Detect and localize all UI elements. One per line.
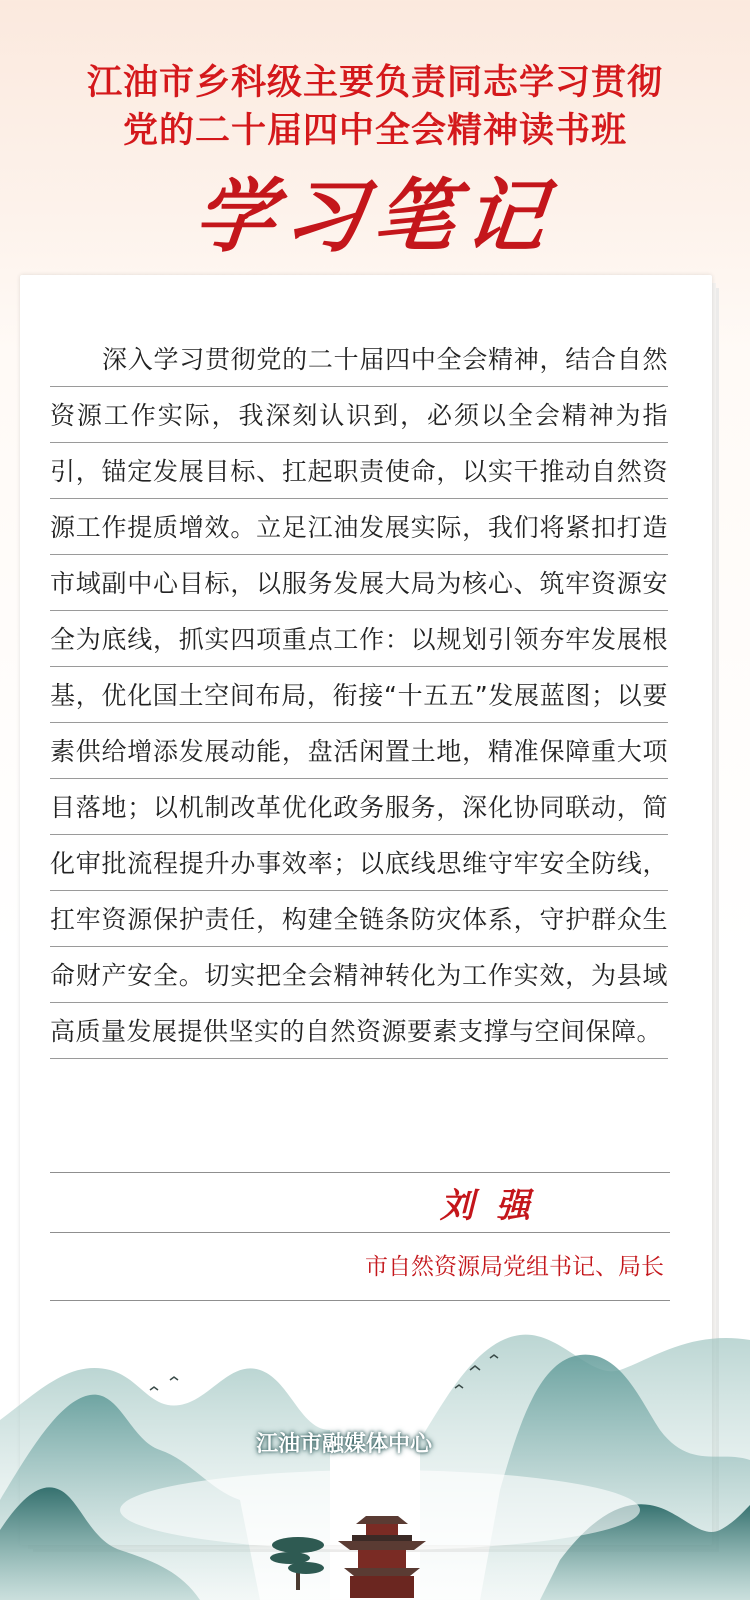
birds-icon — [150, 1355, 498, 1390]
organization-name: 江油市融媒体中心 — [256, 1432, 433, 1457]
signature-position: 市自然资源局党组书记、局长 — [365, 1254, 664, 1280]
divider-top — [50, 1172, 670, 1173]
article-body: 深入学习贯彻党的二十届四中全会精神，结合自然资源工作实际，我深刻认识到，必须以全会精神为指引，锚定发展目标、扛起职责使命，以实干推动自然资源工作提质增效。立足江油发展实际，我们将紧扣打造市域副中心目标，以服务发展大局为核心、筑牢资源安全为底线，抓实四项重点工作：以规划引领夯牢发展根基，优化国土空间布局，衔接“十五五”发展蓝图；以要素供给增添发展动能，盘活闲置土地，精准保障重大项目落地；以机制改革优化政务服务，深化协同联动，简化审批流程提升办事效率；以底线思维守牢安全防线，扛牢资源保护责任，构建全链条防灾体系，守护群众生命财产安全。切实把全会精神转化为工作实效，为县域高质量发展提供坚实的自然资源要素支撑与空间保障。 — [50, 332, 668, 1060]
title-line-1: 江油市乡科级主要负责同志学习贯彻 — [86, 63, 663, 103]
divider-middle — [50, 1232, 670, 1233]
title-line-2: 党的二十届四中全会精神读书班 — [122, 111, 627, 151]
header — [0, 0, 750, 300]
signature-name: 刘强 — [440, 1186, 552, 1226]
calligraphy-title: 学习笔记 — [190, 169, 560, 263]
